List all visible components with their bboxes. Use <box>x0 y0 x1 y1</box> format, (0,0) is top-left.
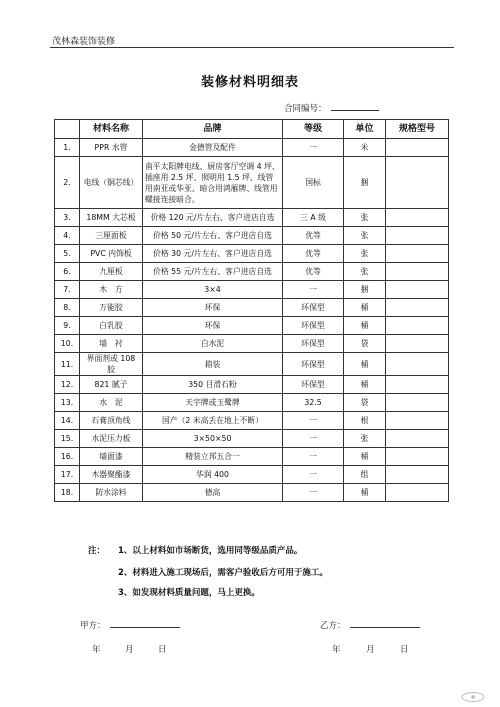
material-name-cell: 821 腻子 <box>80 376 143 394</box>
grade-cell: 三 A 级 <box>283 209 344 227</box>
row-index-cell: 5. <box>55 245 80 263</box>
col-header-grade: 等级 <box>283 120 344 139</box>
table-row <box>55 430 449 448</box>
spec-cell <box>386 448 449 466</box>
unit-cell: 米 <box>344 139 386 157</box>
row-index-cell: 12. <box>55 376 80 394</box>
spec-cell <box>386 263 449 281</box>
contract-number-field <box>284 101 379 114</box>
unit-cell: 根 <box>344 412 386 430</box>
party-b-date-month: 月 <box>366 645 375 655</box>
spec-cell <box>386 466 449 484</box>
material-name-cell: 水 泥 <box>80 394 143 412</box>
unit-cell: 捆 <box>344 157 386 209</box>
brand-cell: 环保 <box>143 317 283 335</box>
brand-cell: 环保 <box>143 299 283 317</box>
brand-cell: 3×50×50 <box>143 430 283 448</box>
brand-cell: 价格 55 元/片左右、客户进店自选 <box>143 263 283 281</box>
spec-cell <box>386 412 449 430</box>
row-index-cell: 18. <box>55 484 80 502</box>
spec-cell <box>386 209 449 227</box>
row-index-cell: 11. <box>55 353 80 376</box>
table-row <box>55 139 449 157</box>
spec-cell <box>386 353 449 376</box>
note-item: 3、如发现材料质量问题，马上更换。 <box>118 588 260 598</box>
party-a-date-year: 年 <box>92 645 101 655</box>
grade-cell: 环保型 <box>283 335 344 353</box>
unit-cell: 桶 <box>344 484 386 502</box>
material-name-cell: 白乳胶 <box>80 317 143 335</box>
spec-cell <box>386 281 449 299</box>
contract-number-blank <box>331 101 379 111</box>
party-b-signature <box>320 618 420 631</box>
table-row <box>55 209 449 227</box>
table-row <box>55 157 449 209</box>
row-index-cell: 6. <box>55 263 80 281</box>
row-index-cell: 13. <box>55 394 80 412</box>
material-name-cell: 水泥压力板 <box>80 430 143 448</box>
row-index-cell: 8. <box>55 299 80 317</box>
row-index-cell: 17. <box>55 466 80 484</box>
table-row <box>55 281 449 299</box>
table-row <box>55 448 449 466</box>
grade-cell: 优等 <box>283 227 344 245</box>
spec-cell <box>386 394 449 412</box>
brand-cell: 箱装 <box>143 353 283 376</box>
row-index-cell: 4. <box>55 227 80 245</box>
material-name-cell: 木 方 <box>80 281 143 299</box>
grade-cell: 环保型 <box>283 376 344 394</box>
row-index-cell: 14. <box>55 412 80 430</box>
unit-cell: 张 <box>344 263 386 281</box>
unit-cell: 组 <box>344 466 386 484</box>
notes-label: 注： <box>88 546 106 556</box>
brand-cell: 价格 30 元/片左右、客户进店自选 <box>143 245 283 263</box>
watermark-logo-icon <box>460 691 486 703</box>
material-name-cell: 万能胶 <box>80 299 143 317</box>
unit-cell: 桶 <box>344 353 386 376</box>
party-b-label: 乙方： <box>320 621 346 631</box>
spec-cell <box>386 299 449 317</box>
row-index-cell: 2. <box>55 157 80 209</box>
table-row <box>55 394 449 412</box>
material-name-cell: 电线（铜芯线） <box>80 157 143 209</box>
grade-cell: 32.5 <box>283 394 344 412</box>
grade-cell: 环保型 <box>283 299 344 317</box>
unit-cell: 袋 <box>344 335 386 353</box>
spec-cell <box>386 317 449 335</box>
grade-cell: 一 <box>283 139 344 157</box>
unit-cell: 张 <box>344 227 386 245</box>
unit-cell: 桶 <box>344 376 386 394</box>
grade-cell: 一 <box>283 412 344 430</box>
table-row <box>55 376 449 394</box>
spec-cell <box>386 484 449 502</box>
party-a-blank <box>110 618 180 628</box>
table-header-row <box>55 120 449 139</box>
row-index-cell: 15. <box>55 430 80 448</box>
material-name-cell: 防水涂料 <box>80 484 143 502</box>
table-row <box>55 299 449 317</box>
party-a-date-month: 月 <box>125 645 134 655</box>
brand-cell: 价格 50 元/片左右、客户进店自选 <box>143 227 283 245</box>
grade-cell: 一 <box>283 484 344 502</box>
table-row <box>55 466 449 484</box>
table-row <box>55 227 449 245</box>
party-a-signature <box>80 618 180 631</box>
table-row <box>55 353 449 376</box>
unit-cell: 桶 <box>344 448 386 466</box>
unit-cell: 张 <box>344 245 386 263</box>
grade-cell: 一 <box>283 430 344 448</box>
row-index-cell: 10. <box>55 335 80 353</box>
brand-cell: 价格 120 元/片左右、客户进店自选 <box>143 209 283 227</box>
company-header: 茂林森装饰装修 <box>52 37 116 47</box>
material-name-cell: PPR 水管 <box>80 139 143 157</box>
table-row <box>55 484 449 502</box>
brand-cell: 天宇牌或玉鹭牌 <box>143 394 283 412</box>
spec-cell <box>386 376 449 394</box>
material-name-cell: 三厘面板 <box>80 227 143 245</box>
col-header-spec: 规格型号 <box>386 120 449 139</box>
grade-cell: 优等 <box>283 245 344 263</box>
table-row <box>55 412 449 430</box>
unit-cell: 桶 <box>344 299 386 317</box>
brand-cell: 精装立邦五合一 <box>143 448 283 466</box>
table-body <box>55 139 449 502</box>
brand-cell: 金德管及配件 <box>143 139 283 157</box>
row-index-cell: 16. <box>55 448 80 466</box>
spec-cell <box>386 245 449 263</box>
grade-cell: 一 <box>283 466 344 484</box>
spec-cell <box>386 430 449 448</box>
col-header-brand: 品牌 <box>143 120 283 139</box>
table-row <box>55 245 449 263</box>
grade-cell: 一 <box>283 448 344 466</box>
table-row <box>55 317 449 335</box>
material-name-cell: 墙 衬 <box>80 335 143 353</box>
note-item: 1、以上材料如市场断货，选用同等级品质产品。 <box>118 546 303 556</box>
row-index-cell: 7. <box>55 281 80 299</box>
material-name-cell: 石膏顶角线 <box>80 412 143 430</box>
grade-cell: 国标 <box>283 157 344 209</box>
party-a-label: 甲方： <box>80 621 106 631</box>
note-item: 2、材料进入施工现场后，需客户验收后方可用于施工。 <box>118 568 328 578</box>
unit-cell: 袋 <box>344 394 386 412</box>
header-divider <box>50 47 454 48</box>
unit-cell: 捆 <box>344 281 386 299</box>
brand-cell: 白水泥 <box>143 335 283 353</box>
contract-number-label: 合同编号： <box>284 104 327 114</box>
brand-cell: 南平太阳牌电线、厨房客厅空调 4 坪、插座用 2.5 坪、照明用 1.5 坪、线管用南亚或华亚、暗合用鸿雁牌、线管用螺接连接暗合。 <box>143 157 283 209</box>
material-name-cell: 界面剂或 108 胶 <box>80 353 143 376</box>
brand-cell: 3×4 <box>143 281 283 299</box>
grade-cell: 优等 <box>283 263 344 281</box>
grade-cell: 一 <box>283 281 344 299</box>
party-b-date-year: 年 <box>332 645 341 655</box>
document-title: 装修材料明细表 <box>200 75 299 90</box>
unit-cell: 桶 <box>344 317 386 335</box>
party-b-date-day: 日 <box>400 645 409 655</box>
brand-cell: 华润 400 <box>143 466 283 484</box>
col-header-index <box>55 120 80 139</box>
spec-cell <box>386 139 449 157</box>
row-index-cell: 1. <box>55 139 80 157</box>
row-index-cell: 3. <box>55 209 80 227</box>
col-header-material-name: 材料名称 <box>80 120 143 139</box>
spec-cell <box>386 157 449 209</box>
material-name-cell: 墙面漆 <box>80 448 143 466</box>
material-name-cell: 18MM 大芯板 <box>80 209 143 227</box>
materials-table <box>54 119 449 502</box>
spec-cell <box>386 227 449 245</box>
material-name-cell: PVC 内饰板 <box>80 245 143 263</box>
table-row <box>55 263 449 281</box>
grade-cell: 环保型 <box>283 317 344 335</box>
table-row <box>55 335 449 353</box>
row-index-cell: 9. <box>55 317 80 335</box>
party-b-blank <box>350 618 420 628</box>
material-name-cell: 九厘板 <box>80 263 143 281</box>
unit-cell: 张 <box>344 209 386 227</box>
brand-cell: 350 目滑石粉 <box>143 376 283 394</box>
brand-cell: 国产（2 米高丢在地上不断） <box>143 412 283 430</box>
party-a-date-day: 日 <box>158 645 167 655</box>
col-header-unit: 单位 <box>344 120 386 139</box>
material-name-cell: 木器聚酯漆 <box>80 466 143 484</box>
grade-cell: 环保型 <box>283 353 344 376</box>
brand-cell: 德高 <box>143 484 283 502</box>
unit-cell: 张 <box>344 430 386 448</box>
spec-cell <box>386 335 449 353</box>
